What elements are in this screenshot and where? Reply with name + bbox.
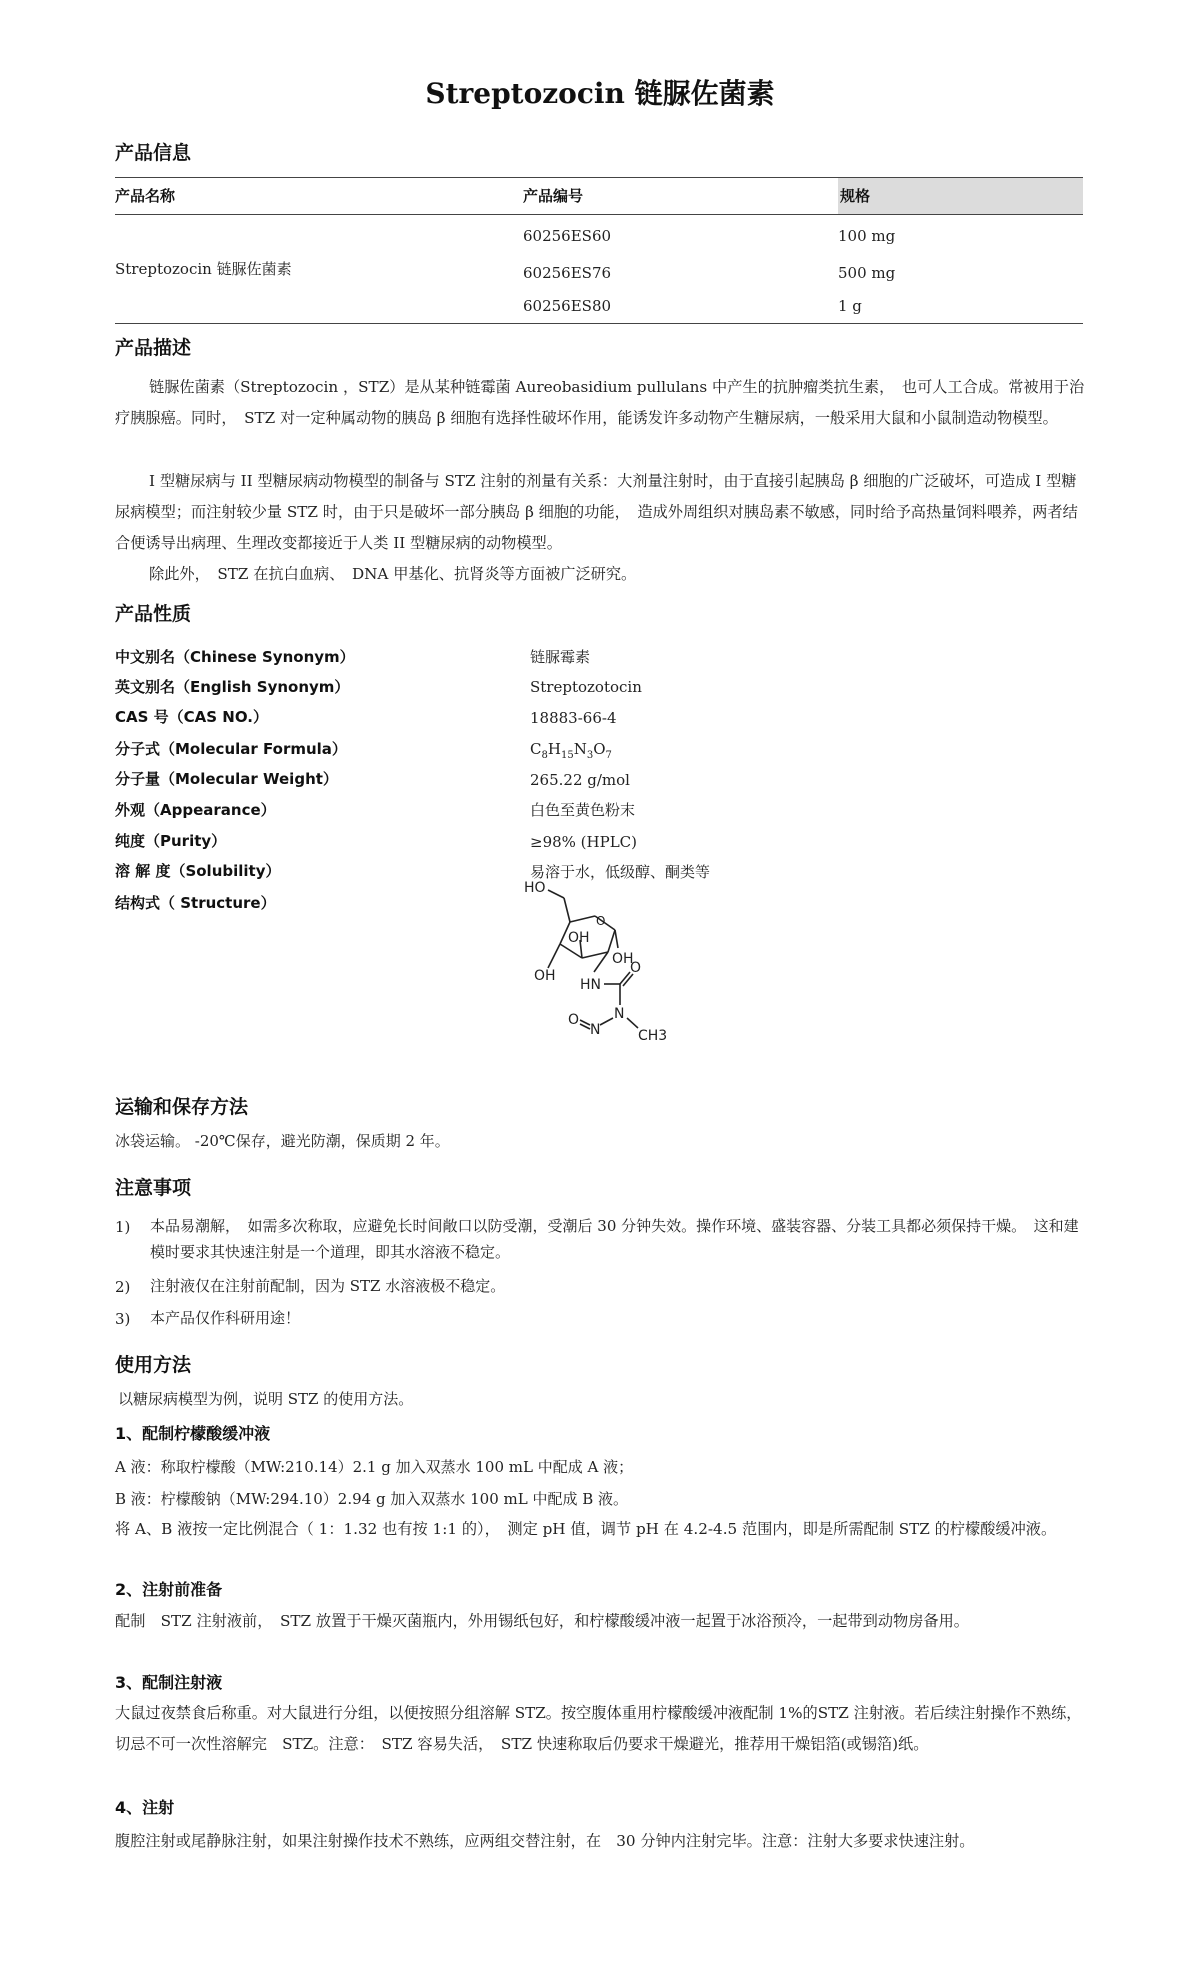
table-header-shade (838, 178, 1083, 214)
step-3-title: 3、配制注射液 (115, 1673, 223, 1692)
note-number: 3) (115, 1310, 131, 1328)
description-paragraph-1: 链脲佐菌素（Streptozocin ，STZ）是从某种链霉菌 Aureobasidium pullulans 中产生的抗肿瘤类抗生素， 也可人工合成。常被用于治疗胰腺癌。同时， STZ 对一定种属动物的胰岛 β 细胞有选择性破坏作用，能诱发许多动物产生糖尿病，一般采用大鼠和小鼠制造动物模型。 (115, 378, 1085, 427)
structure-label: OH (534, 968, 556, 984)
step-1-solution-b: B 液：柠檬酸钠（MW:294.10）2.94 g 加入双蒸水 100 mL 中配成 B 液。 (115, 1490, 629, 1508)
property-label: 英文别名（English Synonym） (115, 678, 350, 696)
property-value: 白色至黄色粉末 (530, 801, 636, 819)
note-text: 本品易潮解， 如需多次称取，应避免长时间敞口以防受潮，受潮后 30 分钟失效。操作环境、盛装容器、分装工具都必须保持干燥。 这和建模时要求其快速注射是一个道理，即其水溶液不稳定。 (150, 1217, 1079, 1261)
document-title: Streptozocin 链脲佐菌素 (425, 77, 775, 110)
property-label: 纯度（Purity） (115, 832, 227, 850)
usage-intro: 以糖尿病模型为例，说明 STZ 的使用方法。 (118, 1390, 414, 1408)
table-cell-spec: 100 mg (838, 227, 896, 245)
storage-heading: 运输和保存方法 (115, 1096, 249, 1118)
step-1-solution-a: A 液：称取柠檬酸（MW:210.14）2.1 g 加入双蒸水 100 mL 中配成 A 液； (115, 1458, 634, 1476)
column-header-spec: 规格 (840, 187, 871, 205)
property-value: 265.22 g/mol (530, 771, 630, 789)
property-label: 分子量（Molecular Weight） (115, 770, 338, 788)
note-number: 1) (115, 1218, 131, 1236)
structure-label: HO (524, 880, 546, 896)
properties-heading: 产品性质 (115, 603, 192, 625)
note-text: 本产品仅作科研用途！ (150, 1309, 301, 1327)
structure-label: O (596, 914, 606, 928)
description-paragraph-3: 除此外， STZ 在抗白血病、 DNA 甲基化、抗肾炎等方面被广泛研究。 (149, 565, 637, 583)
step-1-title: 1、配制柠檬酸缓冲液 (115, 1424, 271, 1443)
storage-text: 冰袋运输。 -20℃保存，避光防潮，保质期 2 年。 (115, 1132, 450, 1150)
column-header-name: 产品名称 (115, 187, 176, 205)
property-value: $C_8H_{15}N_3O_7$ (530, 740, 612, 761)
structure-label: N (614, 1006, 625, 1022)
table-cell-spec: 500 mg (838, 264, 896, 282)
structure-label: HN (580, 977, 601, 993)
structure-label: O (568, 1012, 580, 1028)
table-bottom-rule (115, 323, 1083, 324)
step-2-title: 2、注射前准备 (115, 1580, 223, 1599)
structure-diagram (520, 880, 680, 1055)
property-value: 18883-66-4 (530, 709, 617, 727)
property-value: Streptozotocin (530, 678, 642, 696)
step-4-text: 腹腔注射或尾静脉注射，如果注射操作技术不熟练，应两组交替注射，在 30 分钟内注射完毕。注意：注射大多要求快速注射。 (115, 1832, 975, 1850)
property-label: 分子式（Molecular Formula） (115, 740, 347, 758)
property-label: 结构式（ Structure） (115, 894, 276, 912)
product-name-cell: Streptozocin 链脲佐菌素 (115, 260, 292, 278)
table-header-rule (115, 214, 1083, 215)
note-text: 注射液仅在注射前配制，因为 STZ 水溶液极不稳定。 (150, 1277, 506, 1295)
table-cell-code: 60256ES76 (523, 264, 612, 282)
table-cell-code: 60256ES60 (523, 227, 612, 245)
structure-label: OH (568, 930, 590, 946)
property-label: 外观（Appearance） (115, 801, 276, 819)
structure-label: OH (612, 951, 634, 967)
table-cell-spec: 1 g (838, 297, 862, 315)
column-header-code: 产品编号 (523, 187, 584, 205)
step-3-text: 大鼠过夜禁食后称重。对大鼠进行分组，以便按照分组溶解 STZ。按空腹体重用柠檬酸缓冲液配制 1%的STZ 注射液。若后续注射操作不熟练，切忌不可一次性溶解完 STZ。注意： STZ 容易失活， STZ 快速称取后仍要求干燥避光，推荐用干燥铝箔(或锡箔)纸。 (115, 1704, 1082, 1753)
description-heading: 产品描述 (115, 337, 192, 359)
structure-label: CH3 (638, 1028, 668, 1044)
step-2-text: 配制 STZ 注射液前， STZ 放置于干燥灭菌瓶内，外用锡纸包好，和柠檬酸缓冲液一起置于冰浴预冷，一起带到动物房备用。 (115, 1612, 969, 1630)
note-number: 2) (115, 1278, 131, 1296)
usage-heading: 使用方法 (115, 1354, 192, 1376)
step-1-mixing: 将 A、B 液按一定比例混合（ 1：1.32 也有按 1:1 的）， 测定 pH 值，调节 pH 在 4.2-4.5 范围内，即是所需配制 STZ 的柠檬酸缓冲液。 (115, 1520, 1057, 1538)
table-cell-code: 60256ES80 (523, 297, 612, 315)
description-paragraph-2: I 型糖尿病与 II 型糖尿病动物模型的制备与 STZ 注射的剂量有关系：大剂量注射时，由于直接引起胰岛 β 细胞的广泛破坏，可造成 I 型糖尿病模型；而注射较少量 STZ 时，由于只是破坏一部分胰岛 β 细胞的功能， 造成外周组织对胰岛素不敏感，同时给予高热量饲料喂养，两者结合便诱导出病理、生理改变都接近于人类 II 型糖尿病的动物模型。 (115, 472, 1078, 552)
structure-label: N (590, 1022, 601, 1038)
step-4-title: 4、注射 (115, 1798, 175, 1817)
product-info-heading: 产品信息 (115, 142, 192, 164)
property-label: 中文别名（Chinese Synonym） (115, 648, 355, 666)
property-value: 链脲霉素 (530, 648, 591, 666)
property-value: ≥98% (HPLC) (530, 833, 637, 851)
property-value: 易溶于水，低级醇、酮类等 (530, 863, 711, 881)
notes-heading: 注意事项 (115, 1177, 192, 1199)
structure-label: O (630, 960, 642, 976)
property-label: CAS 号（CAS NO.） (115, 708, 268, 726)
property-label: 溶 解 度（Solubility） (115, 862, 281, 880)
